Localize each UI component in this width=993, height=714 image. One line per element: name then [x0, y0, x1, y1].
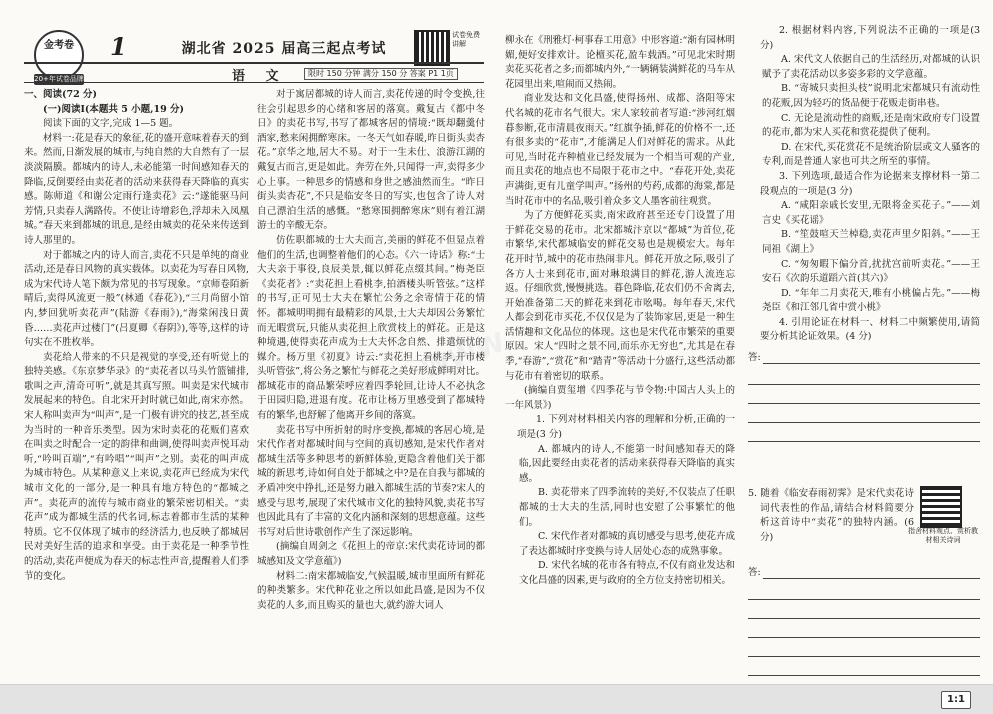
qr-note: 试卷免费讲解: [452, 31, 480, 48]
logo-subtext: 20+年试卷品牌: [34, 75, 84, 83]
answer-row: [748, 560, 980, 581]
watermark: WWW.: [417, 324, 517, 386]
option-a: A. 宋代文人依据自己的生活经历,对都城的认识赋予了卖花活动以多姿多彩的文学意蕴。: [762, 54, 980, 80]
exam-number: 1: [110, 32, 127, 61]
column-3: [505, 34, 735, 589]
paragraph: 仿佐职都城的士大夫而言,美丽的鲜花不但显点着他们的生活,也调整着他们的心态。《六一诗话》称:“士大夫亲于事役,良辰美景,辄以鲜花点缀其间。”梅尧臣《卖花者》:“卖花担上看桃李,拍酒楼头听管弦。”这样的书写,正可见士大夫在繁忙公务之余寄情于花的情怀。都城明明拥有最精彩的风景,士大夫却因公务繁忙而无暇赏玩,只能从卖花担上欣赏枝上的鲜花。正是这种境遇,使得卖花声成为士大夫怀念自然、排遣烦忧的媒介。杨万里《初夏》诗云:“卖花担上看桃李,开市楼头听管弦”,将公务之繁忙与鲜花之美好形成鲜明对比。都城花市的商品繁荣呼应着四季轮回,让诗人不必执念于田园归隐,进退有度。花市让杨万里感受到了都城特有的繁华,也舒解了他离开乡间的落寞。: [257, 234, 485, 422]
answer-line[interactable]: [748, 641, 980, 657]
source-citation: (摘编自周剑之《花担上的帝京:宋代卖花诗词的都城感知及文学意蕴》): [257, 541, 485, 567]
column-1: [24, 88, 249, 584]
answer-line[interactable]: [748, 660, 980, 676]
answer-line[interactable]: [748, 426, 980, 442]
option-a: A. 都城内的诗人,不能第一时间感知春天的降临,因此要经由卖花者的活动来获得春天降临的真实感。: [519, 443, 735, 484]
option-c: C. “匆匆暇下偏分首,扰扰宫前听卖花。”——王安石《次韵乐道蹈六首(其六)》: [762, 258, 980, 285]
column-4: [748, 24, 980, 444]
source-citation: (摘编自贾玺增《四季花与节令物:中国古人头上的一年风景》): [505, 385, 735, 411]
answer-line[interactable]: [763, 348, 980, 364]
column-2: [257, 88, 485, 613]
option-a: A. “咸阳亲戚长安里,无限将金买花子。”——刘言史《买花谣》: [762, 200, 980, 226]
answer-row: [748, 345, 980, 366]
paragraph: 材料一:花是春天的象征,花的盛开意味着春天的到来。然而,日渐发展的城市,与纯自然的大自然有了一层淡淡隔膜。都城内的诗人,未必能第一时间感知春天的降临,反倒要经由卖花者的活动来获得春天降临的真实感。陈师道《和谢公定雨行逢卖花》云:“遂能驱马问芳情,只卖春人满路传。不使让诗增彩色,浮却未入凤凰城。”春天来到都城的讯息,是经由城卖的花朵来传送到诗人那里的。: [24, 132, 249, 246]
question-1: 1. 下列对材料相关内容的理解和分析,正确的一项是(3 分): [517, 414, 735, 441]
question-4: 4. 引用论证在材料一、材料二中频繁使用,请简要分析其论证效果。(4 分): [760, 316, 980, 343]
logo-text: 金考卷: [44, 40, 74, 51]
exam-header: [24, 30, 484, 85]
option-d: D. 宋代名城的花市各有特点,不仅有商业发达和文化昌盛的因素,更与政府的全方位支持密切相关。: [519, 560, 735, 586]
paragraph: 卖花给人带来的不只是视觉的享受,还有听觉上的独特美感。《东京梦华录》的“卖花者以马头竹篮铺排,歌叫之声,清奇可听”,就是其真写照。叫卖是宋代城市发展起来的特色。自北宋开封时就已如此,南宋亦然。宋人称叫卖声为“叫声”,是一门极有讲究的技艺,甚至成为当时的一种音乐类型。因为宋时卖花的花贩们喜欢在叫卖之时配合一定的韵律和曲调,使得叫卖声悦耳动听,“吟叫百端”,“有吟唱”“叫声”之别。卖花的叫声成为城市特色。从某种意义上来说,卖花声已经成为宋代城市文化的一部分,是一种具有地方特色的“都城之声”。卖花声的流传与城市商业的繁荣密切相关。“卖花声”成为都城生活的代名词,标志着都市生活的某种特质。它不仅体现了城市的经济活力,也反映了都城居民对美好生活的追求和享受。由于卖花是一种季节性的活动,卖花声便成为春天的标志性声音,提醒着人们季节的变化。: [24, 351, 249, 582]
option-c: C. 无论是流动性的商贩,还是南宋政府专门设置的花市,都为宋人买花和赏花提供了便利。: [762, 112, 980, 139]
answer-line[interactable]: [748, 603, 980, 619]
answer-line[interactable]: [748, 584, 980, 600]
option-d: D. 在宋代,买花赏花不是统治阶层或文人骚客的专利,而是普通人家也可共之所至的事情。: [762, 141, 980, 168]
question-5-block: [748, 487, 914, 545]
answer-line[interactable]: [748, 407, 980, 423]
qr-code-icon: [920, 486, 962, 528]
section-title: 一、阅读(72 分): [24, 89, 98, 100]
answer-label: 答:: [748, 567, 761, 579]
option-b: B. “笙鼓喧天兰棹稳,卖花声里夕阳斜。”——王同祖《湖上》: [762, 229, 980, 255]
paragraph: 卖花书写中所折射的时序变换,都城的客居心境,是宋代作者对都城时间与空间的真切感知,是宋代作者对都城生活等多种思考的新鲜体验,更隐含着他们关于都城的新思考,诗如何自处于都城之中?是在自我与都城的矛盾冲突中挣扎,还是努力融入都城生活的节奏?宋人的感受与思考,展现了宋代城市文化的独特风貌,卖花书写也因此具有了丰富的文化内涵和深刻的思想意蕴。这些书写对后世诗歌创作产生了深远影响。: [257, 424, 486, 538]
paragraph: 对于都城之内的诗人而言,卖花不只是单纯的商业活动,还是春日风物的真实载体。以卖花为写春日风物,成为宋代诗人笔下颇为常见的书写现象。“京师卷陌新晴后,卖得风流更一般”(林通《春花》),“三月尚留小馆内,梦回犹听卖花声”(陆游《春雨》),“海棠闲浅日黄昏……卖花声过楼门”(吕夏卿《春阴》),等等,这样的诗句实在不胜枚举。: [24, 249, 249, 349]
exam-info: 限时 150 分钟 满分 150 分 答案 P1 1页: [304, 68, 458, 80]
qr-note: 指舍材料观点、赏析教材相关诗词: [908, 527, 978, 544]
paragraph: 为了方便鲜花买卖,南宋政府甚至还专门设置了用于鲜花交易的花市。北宋都城汴京以“都城”为首位,花市繁华,宋代都城临安的鲜花交易也是规模宏大。每年花开时节,城中的花市热闹非凡。鲜花开放之际,吸引了各方人士来到花市,面对琳琅满目的鲜花,游人流连忘返。仔细欣赏,慢慢挑选。暮色降临,花农们仍不舍离去,开始准备第二天的鲜花来到花市吆喝。每年春天,宋代人都会到花市买花,不仅仅是为了装饰家居,更是一种生活情趣和文化品位的体现。这也是宋代花市繁荣的重要原因。宋人“四时之景不同,而乐亦无穷也”,尤其是在春季,“春游”,“赏花”和“踏青”等活动十分盛行,这些活动都与花市有着密切的联系。: [505, 210, 735, 382]
qr-code-icon: [414, 30, 450, 66]
option-b: B. “寄城只卖担头枝”说明北宋都城只有流动性的花贩,因为轻巧的货品便于花贩走街串巷。: [762, 83, 980, 109]
question-5: 5. 随着《临安春雨初霁》是宋代卖花诗词代表性的作品,请结合材料简要分析这首诗中“卖花”的独特内涵。(6 分): [748, 488, 914, 543]
viewer-status-bar: [0, 684, 993, 714]
paragraph: 商业发达和文化昌盛,使得扬州、成都、洛阳等宋代名城的花市名气很大。宋人家较前者写道:“涉河红烟暮参断,花市清晨夜雨天。”红旗争插,鲜花的价格不一,还有很多卖的“花市”,才能满足人们对鲜花的需求。从此可见,当时花卉种植业已经发展为一个相当可观的产业,而且卖花的地点也不局限于花市之中。“春花开处,卖花声满街,更有儿童学叫声。”扬州的芍药,成都的海棠,都是当时花市中的名品,吸引着众多文人墨客前往观赏。: [505, 93, 735, 207]
answer-label: 答:: [748, 352, 761, 364]
paragraph: 对于寓居都城的诗人而言,卖花传递的时令变换,往往会引起思乡的心绪和客居的落寞。戴复古《都中冬日》的卖花书写,书写了都城客居的情境:“既却翻羹付酒家,愁来闲拥醉寒床。一冬天气如春暖,昨日街头卖杏花。”京华之地,居大不易。对于一生未仕、浪游江湖的戴复古而言,更是如此。奔劳在外,只闻得一声,卖得多少心上事。一种思乡的情感和身世之感油然而生。“昨日街头卖杏花”,不只是临安冬日的写实,也包含了诗人对自己漂泊生活的感慨。“愁寒围拥醉寒床”则有着江湖游士的辛酸无奈。: [257, 89, 485, 232]
answer-area-5: [748, 560, 980, 678]
subsection-title: (一)阅读Ⅰ(本题共 5 小题,19 分): [43, 103, 184, 115]
intro-text: 阅读下面的文字,完成 1—5 题。: [43, 118, 179, 130]
subject-bar: [24, 62, 484, 83]
subject-title: 语 文: [232, 69, 287, 84]
answer-line[interactable]: [748, 622, 980, 638]
answer-line[interactable]: [763, 563, 980, 579]
option-b: B. 卖花带来了四季流转的美好,不仅装点了任职都城的士大夫的生活,同时也安慰了公事繁忙的他们。: [519, 487, 735, 528]
exam-title: 湖北省 2025 届高三起点考试: [181, 41, 387, 57]
option-c: C. 宋代作者对都城的真切感受与思考,使花卉成了表达都城时序变换与诗人居处心态的成熟事象。: [519, 531, 735, 557]
paragraph: 柳永在《刑雅灯·柯事春工用意》中形容道:“渐有园林明媚,便好安排欢计。论檀买花,盈车载酒。”可见北宋时期卖花买花者之多;而都城内外,“一辆辆装满鲜花的马车从花园里出来,喧闹而又热闹。: [505, 35, 735, 90]
answer-line[interactable]: [748, 388, 980, 404]
question-3: 3. 下列选项,最适合作为论据来支撑材料一第二段观点的一项是(3 分): [760, 170, 980, 197]
zoom-button[interactable]: 1:1: [941, 691, 971, 709]
option-d: D. “年年二月卖花天,唯有小桃偏占先。”——梅尧臣《和江邻几省中赏小桃》: [762, 287, 980, 314]
paragraph: 材料二:南宋都城临安,气候温暖,城市里面所有鲜花的种类繁多。宋代种花业之所以如此昌盛,是因为不仅卖花的人多,而且购买的量也大,就约游大词人: [257, 570, 485, 611]
question-2: 2. 根据材料内容,下列说法不正确的一项是(3 分): [760, 25, 980, 51]
answer-line[interactable]: [748, 369, 980, 385]
